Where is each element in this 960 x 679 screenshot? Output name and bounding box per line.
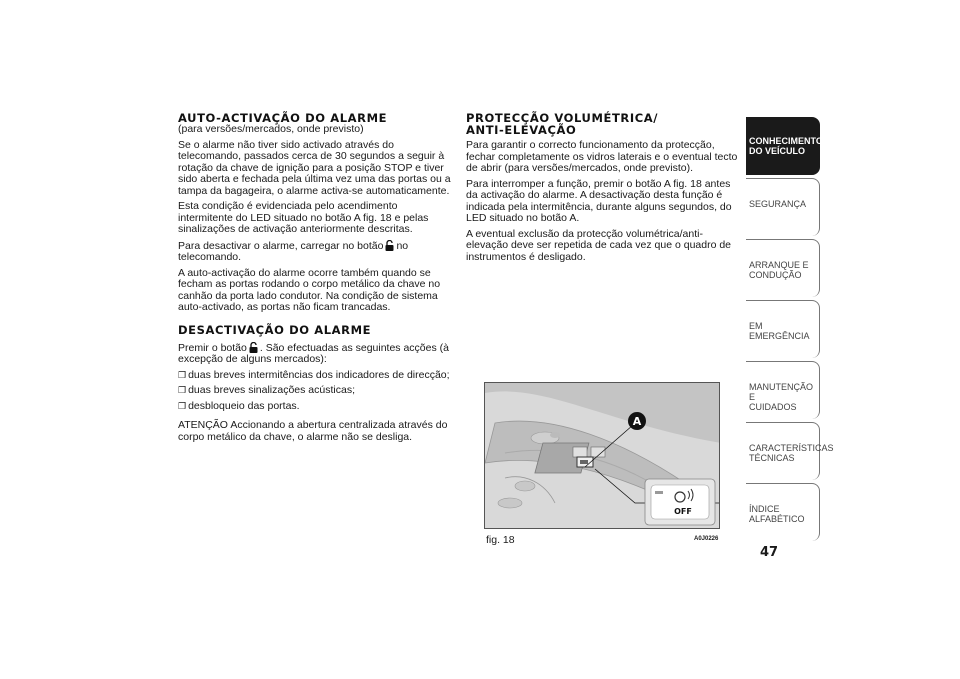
list-item-text: desbloqueio das portas. [188, 399, 300, 412]
tab-label-line2: CONDUÇÃO [749, 270, 802, 280]
off-label: OFF [674, 507, 692, 516]
list-item [178, 385, 454, 397]
paragraph-remote-instruction [178, 240, 454, 264]
unlock-icon [385, 240, 394, 251]
bullet-box-icon: ❒ [178, 385, 187, 395]
paragraph: A auto-activação do alarme ocorre também quando se fecham as portas rodando o corpo metálico da chave no canhão da porta lado condutor. Na condição de sistema auto-activado, as portas não ficam trancadas. [178, 266, 441, 313]
tab-emergency[interactable] [746, 300, 820, 358]
tab-label-line1: MANUTENÇÃO E [749, 382, 814, 402]
paragraph: A eventual exclusão da protecção volumétrica/anti-elevação deve ser repetida de cada vez que o quadro de instrumentos é desligado. [466, 227, 732, 263]
page-number: 47 [760, 545, 779, 560]
tab-starting-driving[interactable] [746, 239, 820, 297]
text-segment: Premir o botão [178, 341, 247, 354]
left-column [178, 112, 454, 447]
text-segment: Para desactivar o alarme, carregar no botão [178, 239, 384, 252]
right-column [466, 112, 738, 267]
paragraph: Para interromper a função, premir o botão A fig. 18 antes da activação do alarme. A desactivação desta função é indicada pela intermitência, durante alguns segundos, do LED situado no botão A. [466, 177, 732, 224]
heading-volumetric-protection-line2: ANTI-ELEVAÇÃO [466, 123, 577, 137]
unlock-icon [249, 342, 258, 353]
tab-maintenance[interactable] [746, 361, 820, 419]
tab-label-line2: CUIDADOS [749, 402, 797, 412]
bullet-box-icon: ❒ [178, 400, 187, 411]
paragraph: Se o alarme não tiver sido activado através do telecomando, passados cerca de 30 segundos a seguir à rotação da chave de ignição para a posição STOP e tiver sido aberta e fechada pela última vez uma das portas ou a tampa da bagageira, o alarme activa-se automaticamente. [178, 138, 451, 197]
paragraph-warning: ATENÇÃO Accionando a abertura centralizada através do corpo metálico da chave, o alarme não se desliga. [178, 419, 448, 443]
callout-label: A [632, 415, 642, 428]
bullet-box-icon: ❒ [178, 369, 187, 380]
tab-label-line1: ARRANQUE E [749, 260, 809, 270]
figure-roof-console [484, 382, 720, 529]
list-item-text: duas breves sinalizações acústicas; [188, 384, 355, 396]
heading-auto-activation: AUTO-ACTIVAÇÃO DO ALARME [178, 111, 388, 125]
roof-console-illustration [485, 383, 720, 529]
heading-deactivation: DESACTIVAÇÃO DO ALARME [178, 322, 372, 337]
heading-volumetric-protection-line1: PROTECÇÃO VOLUMÉTRICA/ [466, 111, 659, 125]
tab-vehicle-knowledge[interactable] [746, 117, 823, 175]
paragraph: Esta condição é evidenciada pelo acendimento intermitente do LED situado no botão A fig. 18 e pelas sinalizações de activação anteriormente descritas. [178, 200, 429, 235]
led-indicator [655, 491, 663, 494]
tab-safety[interactable] [746, 178, 820, 236]
tab-label-line2: TÉCNICAS [749, 453, 795, 463]
list-item [178, 370, 454, 382]
tab-label-line1: EM EMERGÊNCIA [749, 321, 810, 341]
paragraph: Para garantir o correcto funcionamento da protecção, fechar completamente os vidros laterais e o eventual tecto de abrir (para versões/mercados, onde previsto). [466, 139, 738, 174]
chapter-tabs [746, 117, 834, 544]
list-item-text: duas breves intermitências dos indicadores de direcção; [188, 368, 450, 381]
figure-code: A0J0226 [694, 536, 719, 542]
tab-index[interactable] [746, 483, 820, 541]
figure-caption: fig. 18 [486, 534, 515, 546]
text-segment: no telecomando. [178, 239, 409, 263]
list-item [178, 401, 454, 413]
paragraph-press-button [178, 342, 454, 366]
tab-technical-specs[interactable] [746, 422, 834, 480]
heading-subtitle: (para versões/mercados, onde previsto) [178, 123, 364, 135]
tab-label-line1: CARACTERÍSTICAS [749, 443, 834, 453]
text-segment: . São efectuadas as seguintes acções (à excepção de alguns mercados): [178, 341, 449, 365]
tab-label-line1: SEGURANÇA [749, 199, 807, 209]
tab-label-line1: ÍNDICE ALFABÉTICO [749, 504, 805, 524]
tab-label-line2: DO VEÍCULO [749, 146, 806, 156]
tab-label-line1: CONHECIMENTO [749, 136, 823, 146]
